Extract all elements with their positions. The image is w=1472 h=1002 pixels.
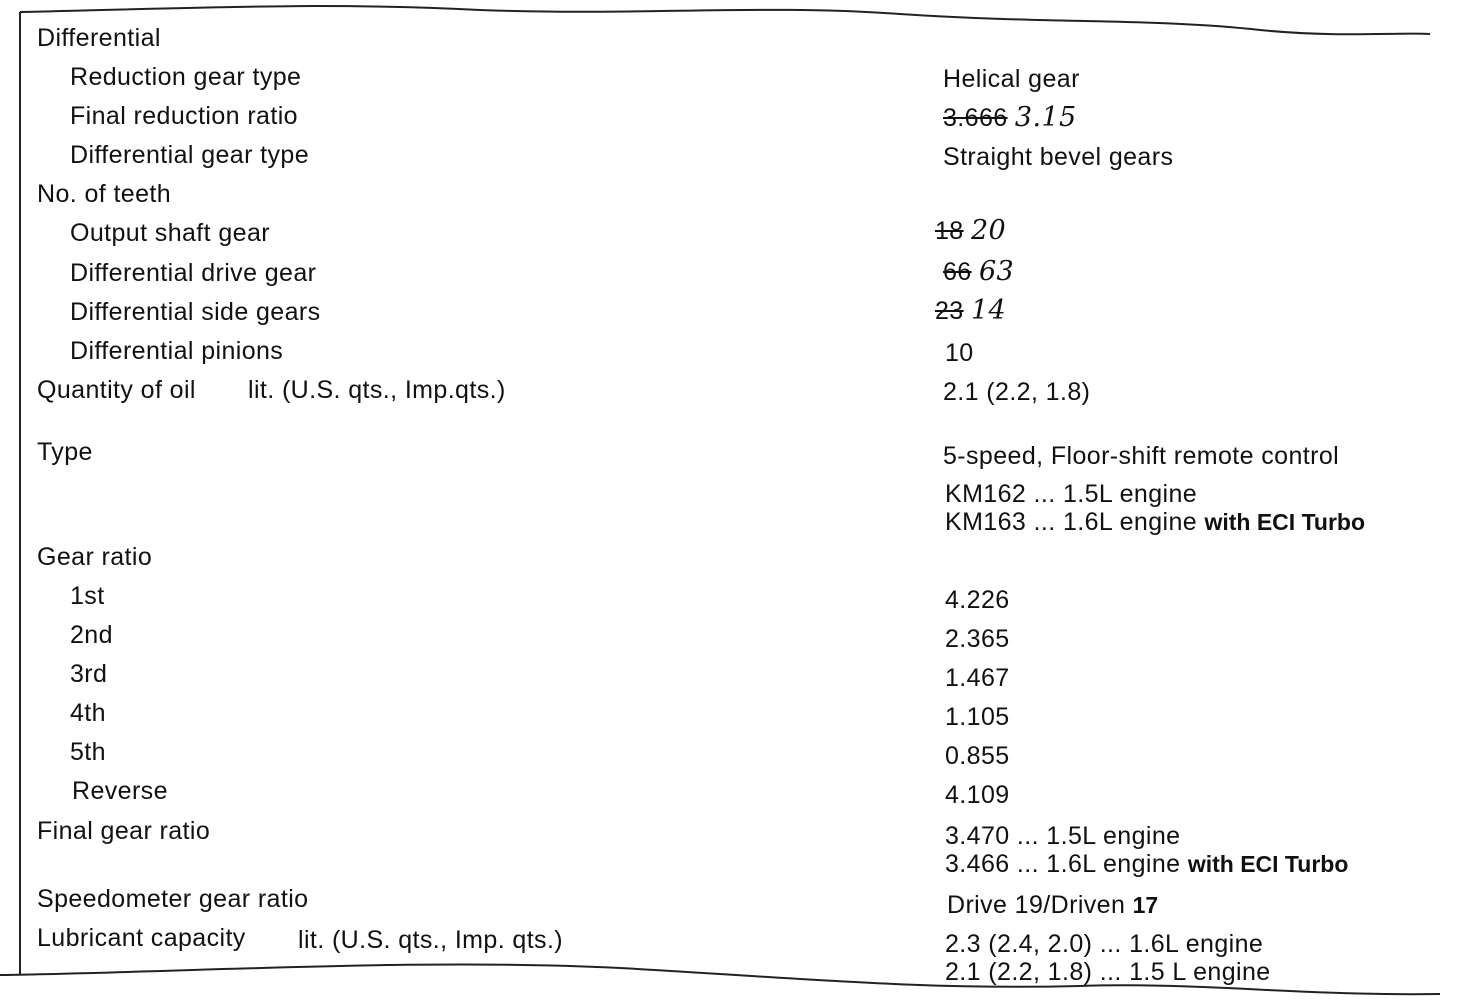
final-reduction-ratio-value xyxy=(943,104,1077,132)
model-km163 xyxy=(945,508,1365,536)
output-shaft-gear-value xyxy=(935,217,1006,245)
final-reduction-ratio-label: Final reduction ratio xyxy=(70,102,298,130)
differential-drive-gear-label: Differential drive gear xyxy=(70,259,317,287)
model-km163-eci-turbo: with ECI Turbo xyxy=(1204,509,1366,535)
differential-drive-gear-value xyxy=(943,258,1014,286)
differential-drive-gear-printed: 66 xyxy=(943,258,972,286)
differential-side-gears-value xyxy=(935,297,1006,325)
lubricant-capacity-unit: lit. (U.S. qts., Imp. qts.) xyxy=(298,926,564,954)
final-reduction-ratio-printed: 3.666 xyxy=(943,104,1008,132)
output-shaft-gear-handwritten: 20 xyxy=(970,215,1007,246)
differential-pinions-value: 10 xyxy=(945,339,974,367)
gear-5th-label: 5th xyxy=(70,738,106,766)
differential-side-gears-handwritten: 14 xyxy=(970,295,1007,326)
teeth-heading: No. of teeth xyxy=(37,180,172,208)
final-gear-ratio-label: Final gear ratio xyxy=(37,817,211,845)
lubricant-capacity-line1: 2.3 (2.4, 2.0) ... 1.6L engine xyxy=(945,930,1264,958)
lubricant-capacity-label: Lubricant capacity xyxy=(37,924,246,952)
gear-2nd-label: 2nd xyxy=(70,621,113,649)
output-shaft-gear-printed: 18 xyxy=(935,217,964,245)
speedometer-gear-ratio-value xyxy=(947,891,1158,919)
gear-reverse-label: Reverse xyxy=(72,777,168,805)
differential-gear-type-label: Differential gear type xyxy=(70,141,310,169)
gear-ratio-heading: Gear ratio xyxy=(37,543,153,571)
final-gear-ratio-eci-turbo: with ECI Turbo xyxy=(1187,851,1349,877)
gear-reverse-value: 4.109 xyxy=(945,781,1010,809)
type-value: 5-speed, Floor-shift remote control xyxy=(943,442,1340,470)
reduction-gear-type-label: Reduction gear type xyxy=(70,63,302,91)
oil-quantity-label: Quantity of oil xyxy=(37,376,196,404)
gear-4th-value: 1.105 xyxy=(945,703,1010,731)
oil-quantity-unit: lit. (U.S. qts., Imp.qts.) xyxy=(248,376,506,404)
speedometer-drive-driven: Drive 19/Driven xyxy=(947,891,1126,919)
speedometer-gear-ratio-label: Speedometer gear ratio xyxy=(37,885,309,913)
differential-side-gears-printed: 23 xyxy=(935,297,964,325)
model-km162: KM162 ... 1.5L engine xyxy=(945,480,1198,508)
type-label: Type xyxy=(37,438,93,466)
gear-2nd-value: 2.365 xyxy=(945,625,1010,653)
lubricant-capacity-line2: 2.1 (2.2, 1.8) ... 1.5 L engine xyxy=(945,958,1271,986)
differential-side-gears-label: Differential side gears xyxy=(70,298,321,326)
final-gear-ratio-line1: 3.470 ... 1.5L engine xyxy=(945,822,1181,850)
final-reduction-ratio-handwritten: 3.15 xyxy=(1014,102,1077,133)
output-shaft-gear-label: Output shaft gear xyxy=(70,219,270,247)
gear-4th-label: 4th xyxy=(70,699,106,727)
differential-heading: Differential xyxy=(37,24,161,52)
final-gear-ratio-line2 xyxy=(945,850,1348,878)
differential-pinions-label: Differential pinions xyxy=(70,337,284,365)
reduction-gear-type-value: Helical gear xyxy=(943,65,1080,93)
gear-3rd-value: 1.467 xyxy=(945,664,1010,692)
gear-5th-value: 0.855 xyxy=(945,742,1010,770)
differential-drive-gear-handwritten: 63 xyxy=(978,256,1015,287)
model-km163-text: KM163 ... 1.6L engine xyxy=(945,508,1198,536)
speedometer-driven-count: 17 xyxy=(1132,892,1159,918)
gear-3rd-label: 3rd xyxy=(70,660,108,688)
differential-gear-type-value: Straight bevel gears xyxy=(943,143,1174,171)
final-gear-ratio-line2-text: 3.466 ... 1.6L engine xyxy=(945,850,1181,878)
oil-quantity-value: 2.1 (2.2, 1.8) xyxy=(943,378,1091,406)
gear-1st-label: 1st xyxy=(70,582,105,610)
gear-1st-value: 4.226 xyxy=(945,586,1010,614)
